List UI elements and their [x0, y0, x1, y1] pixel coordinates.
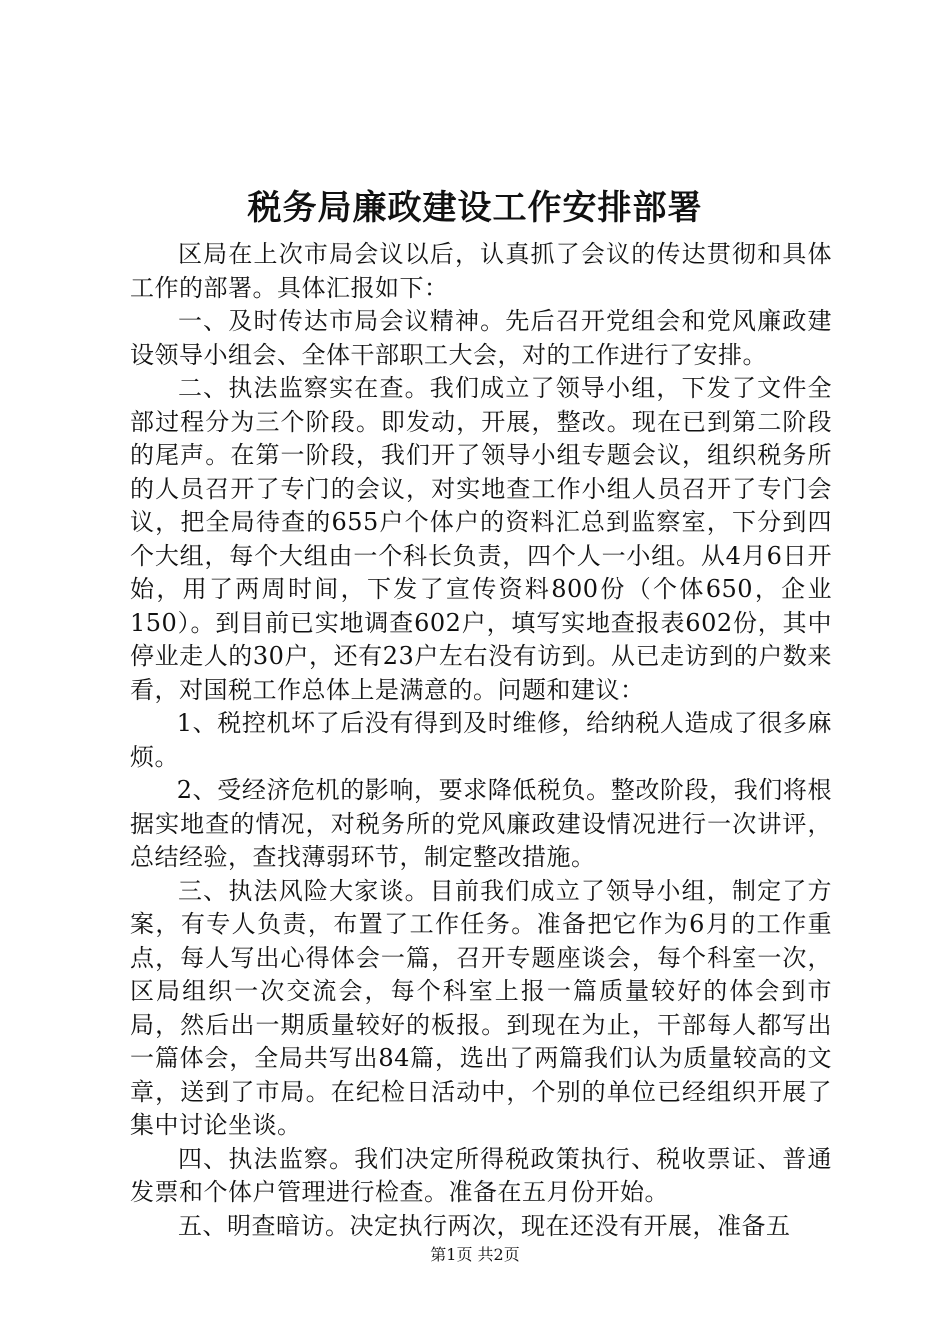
paragraph-section-3: 三、执法风险大家谈。目前我们成立了领导小组，制定了方案，有专人负责，布置了工作任务。准备把它作为6月的工作重点，每人写出心得体会一篇，召开专题座谈会，每个科室一次，区局组织一次交流会，每个科室上报一篇质量较好的体会到市局，然后出一期质量较好的板报。到现在为止，干部每人都写出一篇体会，全局共写出84篇，选出了两篇我们认为质量较高的文章，送到了市局。在纪检日活动中，个别的单位已经组织开展了集中讨论坐谈。	[130, 876, 832, 1139]
page-footer: 第1页 共2页	[430, 1245, 520, 1264]
document-body	[130, 238, 832, 1243]
paragraph-section-4: 四、执法监察。我们决定所得税政策执行、税收票证、普通发票和个体户管理进行检查。准备在五月份开始。	[130, 1144, 832, 1206]
document-title: 税务局廉政建设工作安排部署	[247, 188, 703, 228]
paragraph-suggestion-2: 2、受经济危机的影响，要求降低税负。整改阶段，我们将根据实地查的情况，对税务所的党风廉政建设情况进行一次讲评，总结经验，查找薄弱环节，制定整改措施。	[130, 776, 832, 871]
paragraph-section-1: 一、及时传达市局会议精神。先后召开党组会和党风廉政建设领导小组会、全体干部职工大会，对的工作进行了安排。	[130, 307, 832, 369]
paragraph-intro: 区局在上次市局会议以后，认真抓了会议的传达贯彻和具体工作的部署。具体汇报如下：	[130, 240, 832, 302]
paragraph-section-5: 五、明查暗访。决定执行两次，现在还没有开展，准备五	[178, 1211, 791, 1240]
paragraph-section-2: 二、执法监察实在查。我们成立了领导小组，下发了文件全部过程分为三个阶段。即发动，开展，整改。现在已到第二阶段的尾声。在第一阶段，我们开了领导小组专题会议，组织税务所的人员召开了专门的会议，对实地查工作小组人员召开了专门会议，把全局待查的655户个体户的资料汇总到监察室，下分到四个大组，每个大组由一个科长负责，四个人一小组。从4月6日开始，用了两周时间，下发了宣传资料800份（个体650，企业150）。到目前已实地调查602户，填写实地查报表602份，其中停业走人的30户，还有23户左右没有访到。从已走访到的户数来看，对国税工作总体上是满意的。问题和建议：	[130, 374, 832, 704]
paragraph-suggestion-1: 1、税控机坏了后没有得到及时维修，给纳税人造成了很多麻烦。	[130, 709, 832, 771]
